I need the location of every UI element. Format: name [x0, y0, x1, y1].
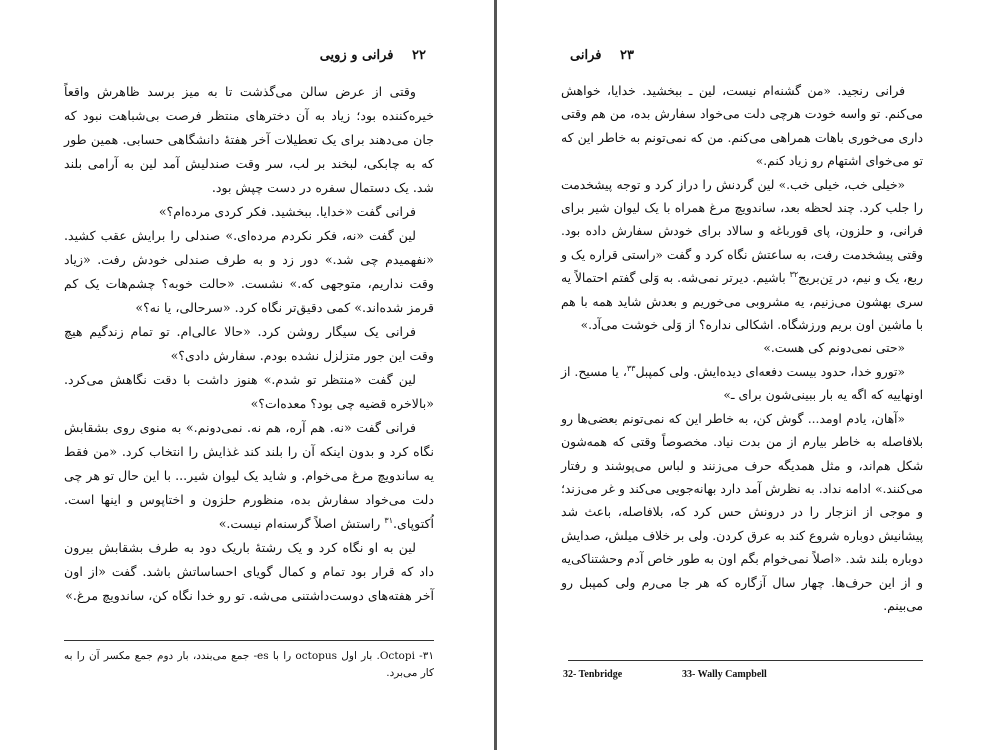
paragraph: «حتی نمی‌دونم کی هست.» [763, 341, 905, 356]
right-running-title: فرانی [570, 48, 602, 63]
paragraph: فرانی یک سیگار روشن کرد. «حالا عالی‌ام. تو تمام زندگیم هیچ وقت این جور متزلزل نشده بودم. سفارش دادی؟» [64, 324, 434, 363]
paragraph: فرانی گفت «خدایا. ببخشید. فکر کردی مرده‌ام؟» [158, 204, 416, 219]
footnote-31: ۳۱- Octopi. بار اول octopus را با es- جمع می‌بندد، بار دوم جمع مکسر آن را به کار می‌برد. [64, 650, 434, 679]
right-page-body [561, 80, 923, 618]
paragraph: لین گفت «منتظر تو شدم.» هنوز داشت با دقت نگاهش می‌کرد. «بالاخره قضیه چی بود؟ معده‌ات؟» [64, 372, 434, 411]
paragraph-text: «تورو خدا، حدود بیست دفعه‌ای دیده‌ایش. ولی کمپبل [635, 364, 905, 379]
paragraph-text: «خیلی خب، خیلی خب.» لین گردنش را دراز کرد و توجه پیشخدمت را جلب کرد. چند لحظه بعد، ساندویچ مرغ همراه با یک لیوان شیر برای فرانی، و حلزون، پای قورباغه و سالاد برای خودش سفارش داده بود. وقتی پیشخدمت رفت، به ساعتش نگاه کرد و گفت «راستی قراره یک و ربع، یک و نیم، در تِن‌بریج [561, 177, 923, 286]
paragraph [64, 416, 434, 536]
left-running-title: فرانی و زویی [319, 48, 394, 63]
footnote-32: 32- Tenbridge [563, 669, 623, 680]
footnote-33: 33- Wally Campbell [682, 669, 767, 680]
paragraph-text: ، یا مسیح. از اونهاییه که اگه یه بار ببینی‌شون برای ـ» [561, 364, 923, 403]
right-page-header [570, 48, 634, 63]
footnote-ref-32: ۳۲ [789, 270, 799, 280]
paragraph: فرانی رنجید. «من گشنه‌ام نیست، لین ـ ببخشید. خدایا، خواهش می‌کنم. تو واسه خودت هرچی دلت می‌خواد سفارش بده، من هم وقتی داری می‌خوری باهات همراهی می‌کنم. من که نمی‌تونم به خاطر این که تو می‌خوای اشتهام رو زیاد کنم.» [561, 84, 923, 169]
footnote-rule [568, 660, 923, 661]
paragraph-text: راستش اصلاً گرسنه‌ام نیست.» [218, 516, 385, 531]
paragraph: وقتی از عرض سالن می‌گذشت تا به میز برسد ظاهرش واقعاً خیره‌کننده بود؛ زیاد به آن دخترهای منتظر فرصت بی‌شباهت نبود که جان می‌دهند برای یک تعطیلات آخر هفتهٔ دانشگاهی حسابی. همین طور که به چابکی، لبخند بر لب، سر وقت صندلیش آمد لین به آرامی بلند شد. یک دستمال سفره در دست چپش بود. [64, 84, 434, 195]
footnote-ref-31: ۳۱ [384, 515, 393, 525]
left-page-header [320, 48, 426, 63]
left-page-body [64, 80, 434, 608]
paragraph [561, 174, 923, 338]
paragraph [561, 361, 923, 408]
left-page [0, 0, 494, 750]
paragraph-text: فرانی گفت «نه. هم آره، هم نه. نمی‌دونم.» به منوی روی بشقابش نگاه کرد و بدون اینکه آن را بلند کند غذایش را انتخاب کرد. «من فقط یه ساندویچ مرغ می‌خوام. و شاید یک لیوان شیر... با این حال تو هر چی دلت می‌خواد سفارش بده، منظورم حلزون و اختاپوس و اینها است. اُکتوپای. [64, 420, 434, 531]
right-page [497, 0, 994, 750]
right-page-number: ۲۳ [620, 48, 634, 63]
paragraph: «آهان، یادم اومد... گوش کن، به خاطر این که نمی‌تونم بعضی‌ها رو بلافاصله به خاطر بیارم از من بدت نیاد. مخصوصاً وقتی که همه‌شون شکل هم‌اند، و مثل همدیگه حرف می‌زنند و لباس می‌پوشند و رفتار می‌کنند.» ادامه نداد. به نظرش آمد دارد بهانه‌جویی می‌کند و غر می‌زند؛ و موجی از انزجار را در درونش حس کرد که، بلافاصله، باعث شد پیشانیش دوباره شروع کند به عرق کردن. ولی بر خلاف میلش، صدایش دوباره بلند شد. «اصلاً نمی‌خوام بگم اون به طور خاص آدم وحشتناکی‌یه و از این حرف‌ها. چهار سال آزگاره که هر جا می‌رم ولی کمپبل رو می‌بینم. [561, 411, 923, 613]
footnote-ref-33: ۳۳ [626, 363, 636, 373]
paragraph: لین به او نگاه کرد و یک رشتهٔ باریک دود به طرف بشقابش بیرون داد که قرار بود تمام و کمال گویای احساساتش باشد. گفت «از اون آخر هفته‌های دوست‌داشتنی می‌شه. تو رو خدا نگاه کن، ساندویچ مرغ.» [64, 540, 434, 603]
paragraph: لین گفت «نه، فکر نکردم مرده‌ای.» صندلی را برایش عقب کشید. «نفهمیدم چی شد.» دور زد و به طرف صندلی خودش رفت. «زیاد وقت نداریم، متوجهی که.» نشست. «حالت خوبه؟ چشم‌هات یک کم قرمز شده‌اند.» کمی دقیق‌تر نگاه کرد. «سرحالی، یا نه؟» [64, 228, 434, 315]
footnote-rule [64, 640, 434, 641]
left-page-number: ۲۲ [412, 48, 426, 63]
paragraph-text: سری بهشون می‌زنیم، یه مشروبی می‌خوریم و بعدش شاید همه با هم با ماشین اون بریم ورزشگاه. اشکالی نداره؟ از وَلی خوشت می‌آد.» [561, 294, 923, 333]
paragraph-text: باشیم. دیرتر نمی‌شه. به وَلی گفتم احتمالاً یه [561, 271, 790, 286]
